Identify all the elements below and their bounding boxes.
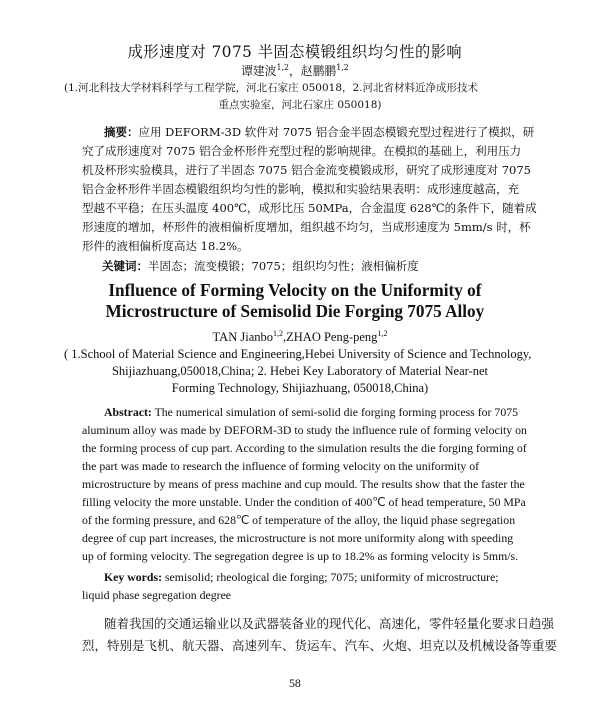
body-line-2: 烈，特别是飞机、航天器、高速列车、货运车、汽车、火炮、坦克以及机械设备等重要 xyxy=(82,638,558,653)
cn-keywords-text: 半固态；流变模锻；7075；组织均匀性；液相偏析度 xyxy=(148,259,419,273)
en-abstract-line-2: aluminum alloy was made by DEFORM-3D to study the influence rule of forming velocity on xyxy=(82,423,527,437)
cn-author-1: 谭建波 xyxy=(241,64,277,78)
cn-abstract-line-7: 形件的液相偏析度高达 18.2%。 xyxy=(82,239,249,253)
en-keywords-line-2: liquid phase segregation degree xyxy=(82,588,232,602)
page-number: 58 xyxy=(289,676,301,690)
cn-abstract-line-2: 究了成形速度对 7075 铝合金杯形件充型过程的影响规律。在模拟的基础上，利用压力 xyxy=(82,144,522,158)
en-affiliation-line-3: Forming Technology, Shijiazhuang, 050018,China) xyxy=(171,381,429,395)
en-abstract-line-3: the forming process of cup part. According to the simulation results the die forging forming of xyxy=(82,441,527,455)
cn-affiliation-line-1: (1.河北科技大学材料科学与工程学院，河北石家庄 050018，2.河北省材料近净成形技术 xyxy=(64,82,479,94)
en-abstract-line-7: of the forming pressure, and 628℃ of temperature of the alloy, the liquid phase segregation xyxy=(82,513,516,527)
en-abstract-line-4: the part was made to research the influence of forming velocity on the uniformity of xyxy=(82,459,480,473)
cn-title: 成形速度对 7075 半固态模锻组织均匀性的影响 xyxy=(127,43,463,61)
cn-keywords-label: 关键词： xyxy=(102,259,148,273)
en-authors: TAN Jianbo$^{1,2}$,ZHAO Peng-peng$^{1,2}$ xyxy=(212,328,388,344)
en-title-line-2: Microstructure of Semisolid Die Forging 7075 Alloy xyxy=(105,301,485,321)
cn-abstract-label: 摘要： xyxy=(104,125,139,139)
cn-abstract-line-5: 型越不平稳；在压头温度 400℃，成形比压 50MPa，合金温度 628℃的条件下，随着成 xyxy=(82,201,537,215)
cn-author-1-sup: 1,2 xyxy=(276,63,290,72)
en-affiliation-line-1: ( 1.School of Material Science and Engineering,Hebei University of Science and Technology, xyxy=(64,347,532,361)
en-abstract-line-6: filling velocity the more unstable. Under the condition of 400℃ of head temperature, 50 MPa xyxy=(82,495,526,509)
cn-abstract-line-3: 机及杯形实验模具，进行了半固态 7075 铝合金流变模锻成形，研究了成形速度对 7075 xyxy=(82,163,531,177)
en-abstract-label: Abstract: xyxy=(104,405,152,419)
cn-keywords xyxy=(102,258,419,274)
en-keywords-line-1: Key words: semisolid; rheological die forging; 7075; uniformity of microstructure; xyxy=(104,570,499,584)
en-abstract-line-8: degree of cup part increases, the microstructure is not more uniformity along with speeding xyxy=(82,531,514,545)
cn-author-2: ，赵鹏鹏 xyxy=(289,64,337,78)
en-keywords-label: Key words: xyxy=(104,570,162,584)
cn-abstract-line-1: 摘要：应用 DEFORM-3D 软件对 7075 铝合金半固态模锻充型过程进行了模拟，研 xyxy=(104,125,535,139)
cn-abstract-line-4: 铝合金杯形件半固态模锻组织均匀性的影响，模拟和实验结果表明：成形速度越高，充 xyxy=(82,182,519,196)
body-line-1: 随着我国的交通运输业以及武器装备业的现代化、高速化，零件轻量化要求日趋强 xyxy=(104,616,555,631)
cn-authors xyxy=(0,62,590,79)
en-abstract-line-5: microstructure by means of press machine and cup mould. The results show that the faster the xyxy=(82,477,525,491)
en-abstract-line-9: up of forming velocity. The segregation degree is up to 18.2% as forming velocity is 5mm/s. xyxy=(82,549,519,563)
cn-author-2-sup: 1,2 xyxy=(336,63,349,72)
en-affiliation-line-2: Shijiazhuang,050018,China; 2. Hebei Key Laboratory of Material Near-net xyxy=(111,364,489,378)
cn-abstract-line-6: 形速度的增加，杯形件的液相偏析度增加，组织越不均匀，当成形速度为 5mm/s 时，杯 xyxy=(82,220,531,234)
en-title-line-1: Influence of Forming Velocity on the Uniformity of xyxy=(108,280,482,300)
cn-affiliation-line-2: 重点实验室，河北石家庄 050018) xyxy=(218,99,382,111)
en-abstract-line-1: Abstract: The numerical simulation of semi-solid die forging forming process for 7075 xyxy=(104,405,519,419)
